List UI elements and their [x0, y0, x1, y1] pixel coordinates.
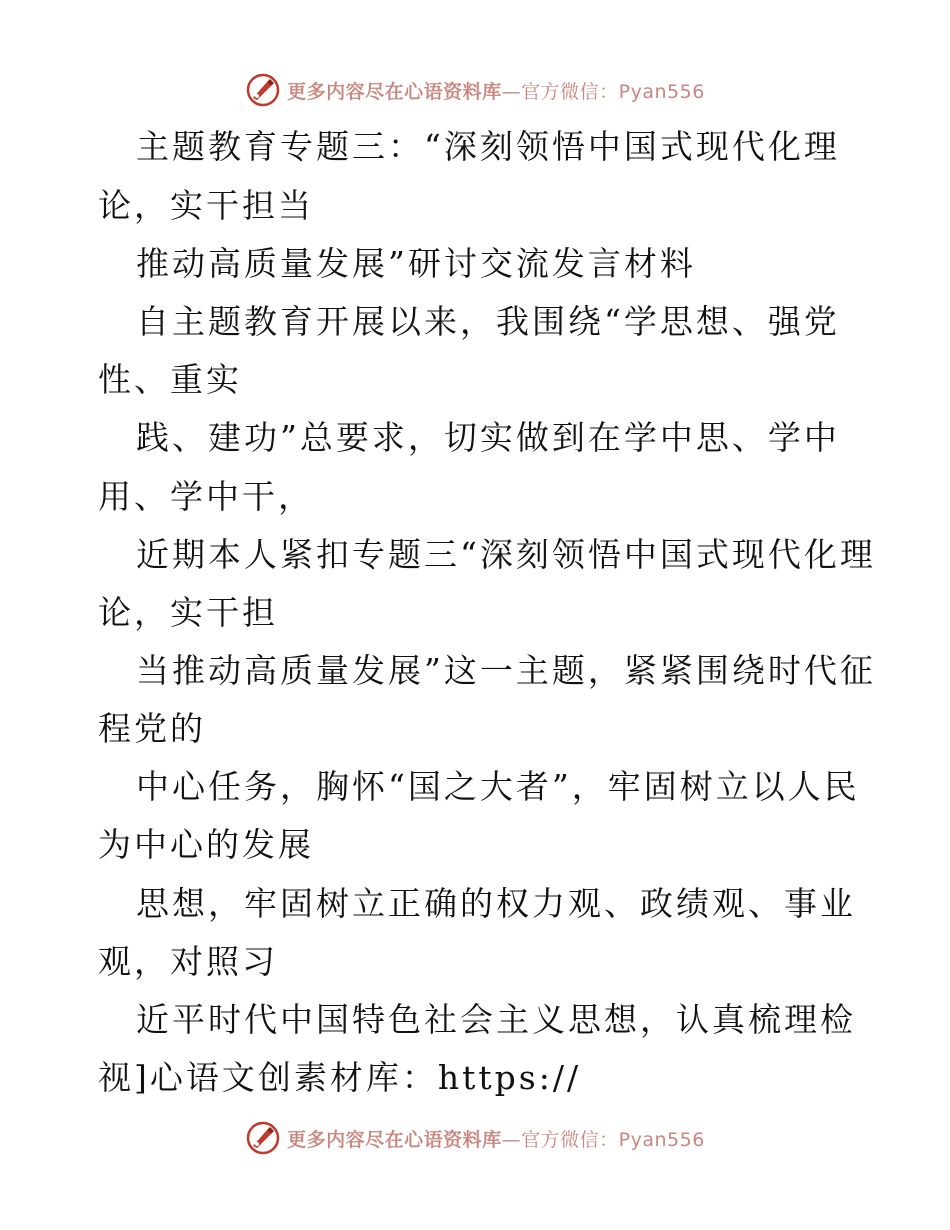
- text-line: 视]心语文创素材库：https://: [98, 1058, 582, 1097]
- text-line: 推动高质量发展”研讨交流发言材料: [136, 244, 696, 283]
- watermark-text: [287, 1125, 705, 1152]
- text-line: 论，实干担当: [98, 186, 314, 225]
- watermark-separator: —: [501, 80, 522, 103]
- watermark-main: 更多内容尽在心语资料库: [287, 1128, 502, 1151]
- text-line: 主题教育专题三：“深刻领悟中国式现代化理: [136, 127, 840, 166]
- text-line: 近平时代中国特色社会主义思想，认真梳理检: [136, 1000, 856, 1039]
- text-line: 为中心的发展: [98, 825, 314, 864]
- watermark-banner-bottom: [0, 1118, 950, 1158]
- text-line: 当推动高质量发展”这一主题，紧紧围绕时代征: [136, 651, 876, 690]
- watermark-contact: 官方微信：Pyan556: [521, 1128, 705, 1151]
- text-line: 用、学中干，: [98, 477, 314, 516]
- text-line: 思想，牢固树立正确的权力观、政绩观、事业: [136, 884, 856, 923]
- text-line: 观，对照习: [98, 942, 278, 981]
- text-line: 践、建功”总要求，切实做到在学中思、学中: [136, 418, 840, 457]
- text-line: 中心任务，胸怀“国之大者”，牢固树立以人民: [136, 767, 860, 806]
- text-line: 自主题教育开展以来，我围绕“学思想、强党: [136, 302, 840, 341]
- text-line: 论，实干担: [98, 593, 278, 632]
- watermark-separator: —: [501, 1128, 522, 1151]
- text-line: 性、重实: [98, 360, 242, 399]
- watermark-main: 更多内容尽在心语资料库: [287, 80, 502, 103]
- text-line: 程党的: [98, 709, 206, 748]
- pen-logo-icon: [245, 1120, 281, 1156]
- watermark-contact: 官方微信：Pyan556: [521, 80, 705, 103]
- text-line: 近期本人紧扣专题三“深刻领悟中国式现代化理: [136, 535, 876, 574]
